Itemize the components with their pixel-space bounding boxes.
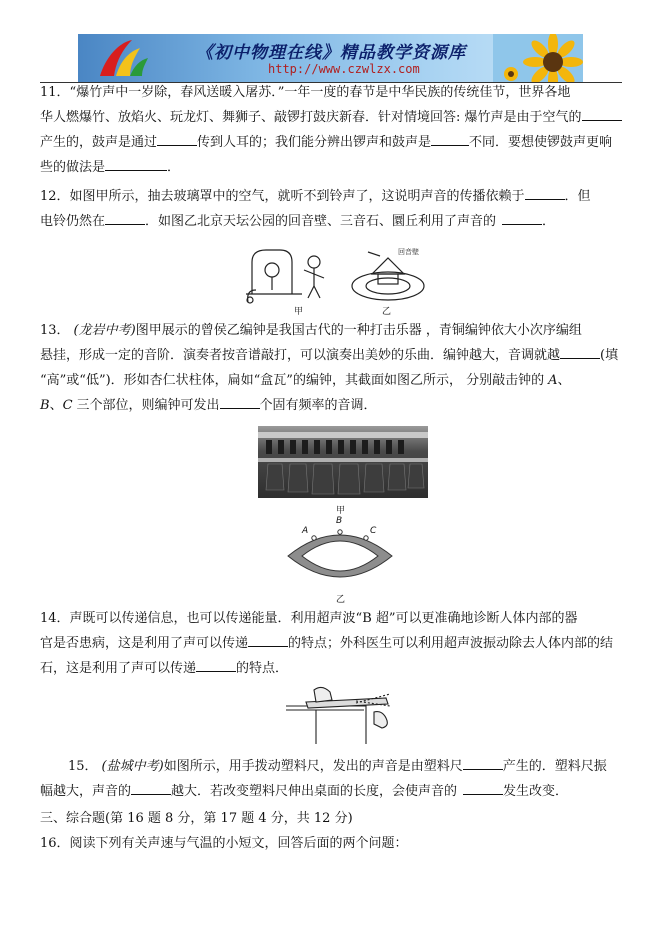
- answer-blank[interactable]: [157, 131, 197, 146]
- point-c-label: C: [370, 526, 377, 536]
- q15-line-1: 15． (盐城中考)如图所示，用手拨动塑料尺，发出的声音是由塑料尺 产生的．塑料尺振: [40, 754, 622, 779]
- bell-cross-section-figure: [284, 514, 396, 594]
- sunflower-icon: [493, 34, 583, 82]
- q12-line-2: 电铃仍然在 ．如图乙北京天坛公园的回音壁、三音石、圜丘利用了声音的 ．: [40, 209, 622, 234]
- bell-cross-section-drawing: [284, 514, 396, 594]
- q13-line-4: B、C 三个部位，则编钟可发出 个固有频率的音调．: [40, 393, 622, 418]
- section-3: [40, 806, 622, 856]
- answer-blank[interactable]: [463, 755, 503, 770]
- question-15: [40, 754, 622, 804]
- point-b-label: B: [336, 516, 343, 526]
- answer-blank[interactable]: [560, 344, 600, 359]
- q12-line-1: 12．如图甲所示，抽去玻璃罩中的空气，就听不到铃声了，这说明声音的传播依赖于 ．但: [40, 184, 622, 209]
- answer-blank[interactable]: [105, 210, 145, 225]
- q11-line-1: 11．“爆竹声中一岁除，春风送暖入屠苏．”一年一度的春节是中华民族的传统佳节，世界各地: [40, 85, 571, 100]
- answer-blank[interactable]: [502, 210, 542, 225]
- question-14: [40, 606, 622, 681]
- q12-figure: [240, 244, 430, 317]
- answer-blank[interactable]: [463, 780, 503, 795]
- source-tag: (盐城中考): [101, 759, 164, 774]
- banner-title: 《初中物理在线》精品教学资源库: [196, 43, 466, 63]
- q13-line-2: 悬挂，形成一定的音阶．演奏者按音谱敲打，可以演奏出美妙的乐曲．编钟越大，音调就越 (填: [40, 343, 622, 368]
- header-banner: [78, 34, 583, 82]
- answer-blank[interactable]: [525, 185, 565, 200]
- banner-url[interactable]: http://www.czwlzx.com: [268, 62, 420, 76]
- q14-line-2: 官是否患病，这是利用了声可以传递 的特点；外科医生可以利用超声波振动除去人体内部的结: [40, 631, 622, 656]
- q11-line-3: 产生的，鼓声是通过 传到人耳的；我们能分辨出锣声和鼓声是 不同．要想使锣鼓声更响: [40, 130, 622, 155]
- source-tag: (龙岩中考): [73, 323, 136, 338]
- q14-line-1: 14．声既可以传递信息，也可以传递能量．利用超声波“B 超”可以更准确地诊断人体内部的器: [40, 611, 578, 626]
- q13-line-3: “高”或“低”)．形如杏仁状柱体，扁如“盒瓦”的编钟，其截面如图乙所示， 分别敲击钟的 A、: [40, 373, 571, 388]
- q11-line-2: 华人燃爆竹、放焰火、玩龙灯、舞狮子、敲锣打鼓庆新春．针对情境回答: 爆竹声是由于空气的: [40, 105, 622, 130]
- question-13: [40, 318, 622, 418]
- q13-line-1: 13． (龙岩中考)图甲展示的曾侯乙编钟是我国古代的一种打击乐器 ，青铜编钟依大小次序编组: [40, 323, 582, 338]
- answer-blank[interactable]: [105, 156, 167, 171]
- ruler-on-table-figure: [286, 684, 398, 746]
- echo-wall-label: 回音壁: [398, 248, 419, 256]
- bell-jar-and-echo-wall-drawing: [240, 244, 430, 306]
- answer-blank[interactable]: [582, 106, 622, 121]
- figure-label-a: 甲: [336, 506, 346, 516]
- answer-blank[interactable]: [131, 780, 171, 795]
- answer-blank[interactable]: [196, 657, 236, 672]
- question-11: [40, 80, 622, 180]
- question-12: [40, 184, 622, 234]
- question-16: 16．阅读下列有关声速与气温的小短文，回答后面的两个问题：: [40, 836, 408, 851]
- q15-line-2: 幅越大，声音的 越大．若改变塑料尺伸出桌面的长度，会使声音的 发生改变．: [40, 779, 622, 804]
- chime-bells-image: [258, 426, 428, 498]
- ruler-pluck-drawing: [286, 684, 398, 746]
- bianzhong-photo: [258, 426, 428, 498]
- q14-line-3: 石，这是利用了声可以传递 的特点．: [40, 656, 622, 681]
- answer-blank[interactable]: [220, 394, 260, 409]
- point-a-label: A: [302, 526, 309, 536]
- figure-label-a: 甲: [294, 307, 304, 317]
- figure-label-b: 乙: [382, 307, 392, 317]
- answer-blank[interactable]: [248, 632, 288, 647]
- site-logo-icon: [92, 36, 152, 80]
- q11-line-4: 些的做法是 ．: [40, 155, 622, 180]
- answer-blank[interactable]: [431, 131, 469, 146]
- figure-label-b: 乙: [336, 595, 346, 605]
- section-3-heading: 三、综合题(第 16 题 8 分，第 17 题 4 分，共 12 分): [40, 811, 353, 826]
